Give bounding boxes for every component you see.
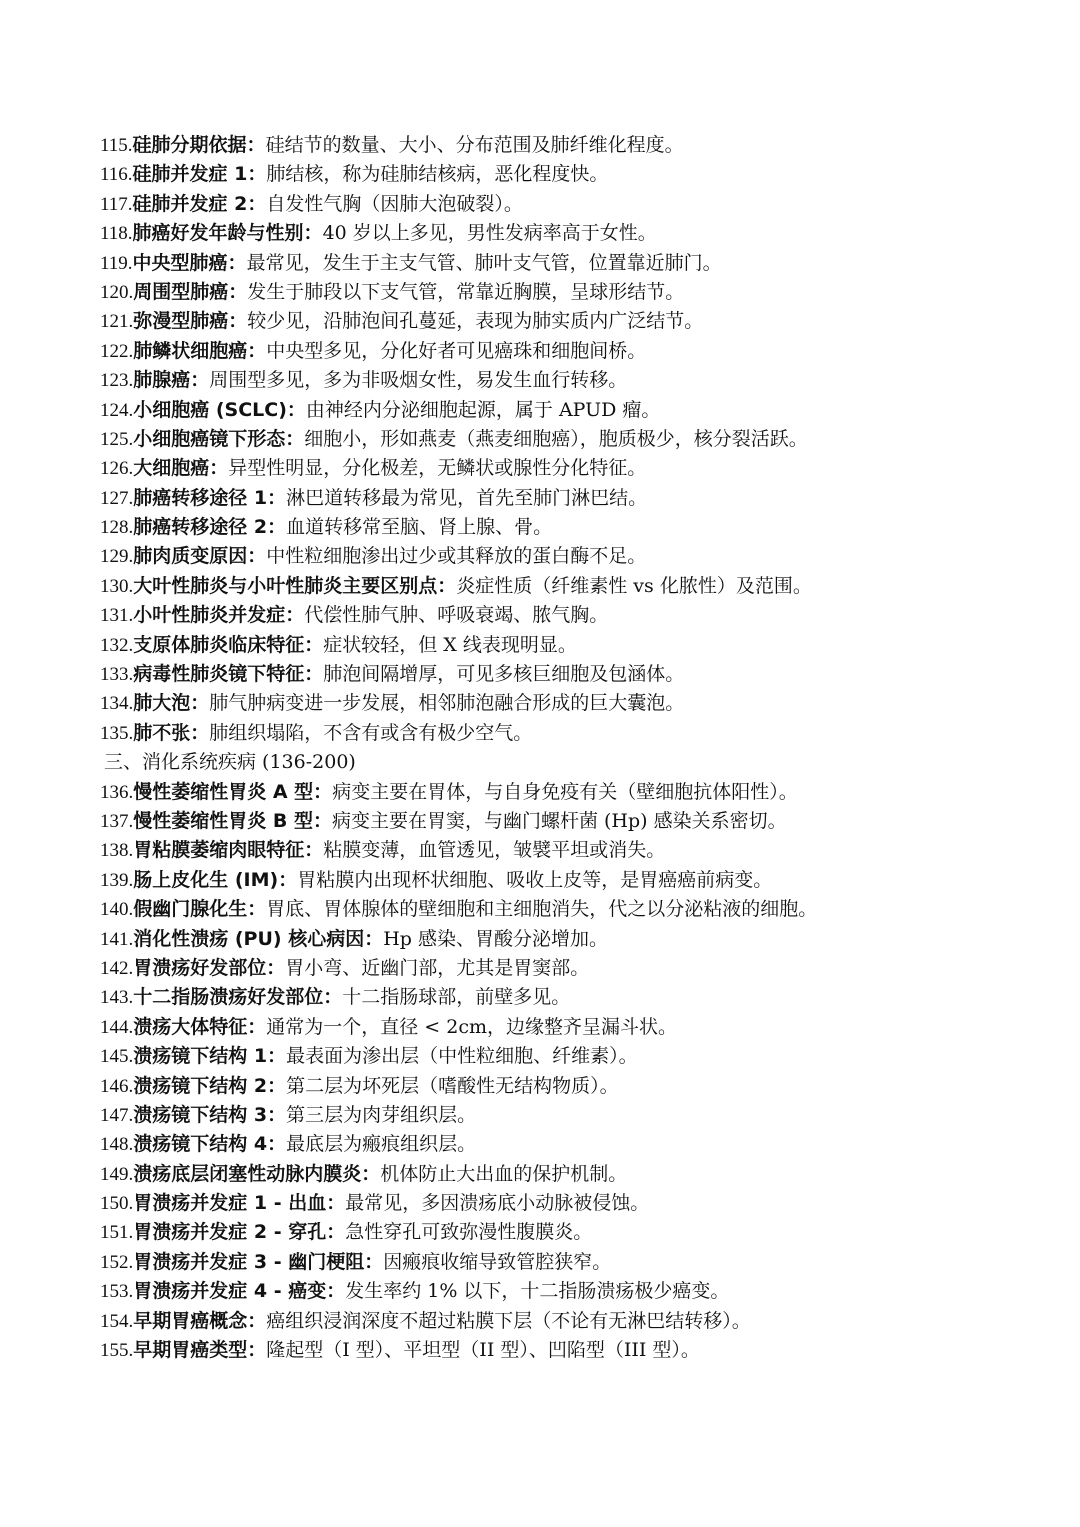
item-number: 152. — [100, 1251, 134, 1273]
list-item — [100, 1101, 1060, 1130]
list-item — [100, 925, 1060, 954]
item-definition: 代偿性肺气肿、呼吸衰竭、脓气胸。 — [304, 604, 609, 627]
item-definition: 十二指肠球部，前壁多见。 — [342, 986, 571, 1009]
list-item — [100, 307, 1060, 336]
item-term: 肺腺癌： — [133, 369, 210, 392]
item-definition: 病变主要在胃窦，与幽门螺杆菌 (Hp) 感染关系密切。 — [331, 809, 787, 832]
item-term: 溃疡镜下结构 1： — [133, 1045, 287, 1068]
item-definition: 发生于肺段以下支气管，常靠近胸膜，呈球形结节。 — [247, 280, 685, 303]
item-term: 胃粘膜萎缩肉眼特征： — [133, 839, 324, 862]
item-number: 153. — [100, 1281, 134, 1303]
item-term: 胃溃疡并发症 3 - 幽门梗阻： — [133, 1250, 384, 1273]
item-number: 135. — [100, 722, 134, 744]
document-page — [100, 131, 1060, 1365]
list-item — [100, 983, 1060, 1012]
list-item — [100, 836, 1060, 865]
item-number: 128. — [100, 517, 134, 539]
item-term: 溃疡镜下结构 4： — [133, 1133, 287, 1156]
item-definition: 自发性气胸（因肺大泡破裂）。 — [266, 192, 523, 215]
item-term: 硅肺并发症 1： — [132, 163, 267, 186]
item-number: 147. — [100, 1104, 134, 1126]
item-term: 周围型肺癌： — [133, 280, 248, 303]
item-definition: 通常为一个，直径 < 2cm，边缘整齐呈漏斗状。 — [266, 1015, 678, 1038]
item-definition: 异型性明显，分化极差，无鳞状或腺性分化特征。 — [228, 457, 647, 480]
item-number: 145. — [100, 1046, 134, 1068]
item-definition: 因瘢痕收缩导致管腔狭窄。 — [383, 1250, 612, 1273]
list-item — [100, 1277, 1060, 1306]
item-definition: 最常见，多因溃疡底小动脉被侵蚀。 — [345, 1192, 650, 1215]
item-term: 肺肉质变原因： — [133, 545, 267, 568]
list-item — [100, 778, 1060, 807]
item-term: 肠上皮化生 (IM)： — [133, 868, 298, 891]
item-term: 消化性溃疡 (PU) 核心病因： — [133, 927, 384, 950]
list-item — [100, 1160, 1060, 1189]
item-definition: 病变主要在胃体，与自身免疫有关（壁细胞抗体阳性）。 — [332, 780, 798, 803]
item-term: 小细胞癌 (SCLC)： — [133, 398, 306, 421]
item-number: 143. — [100, 987, 134, 1009]
item-definition: 血道转移常至脑、肾上腺、骨。 — [286, 516, 553, 539]
item-term: 硅肺并发症 2： — [132, 192, 267, 215]
list-item — [100, 542, 1060, 571]
list-item — [100, 601, 1060, 630]
list-item — [100, 1307, 1060, 1336]
item-term: 假幽门腺化生： — [133, 898, 267, 921]
item-definition: 胃粘膜内出现杯状细胞、吸收上皮等，是胃癌癌前病变。 — [297, 868, 773, 891]
item-term: 胃溃疡并发症 2 - 穿孔： — [133, 1221, 346, 1244]
item-definition: 最表面为渗出层（中性粒细胞、纤维素）。 — [286, 1045, 638, 1068]
item-number: 133. — [100, 664, 134, 686]
list-item — [100, 1013, 1060, 1042]
item-term: 溃疡底层闭塞性动脉内膜炎： — [133, 1162, 381, 1185]
item-number: 130. — [100, 575, 134, 597]
item-number: 126. — [100, 458, 134, 480]
item-definition: 急性穿孔可致弥漫性腹膜炎。 — [345, 1221, 593, 1244]
item-number: 122. — [100, 340, 134, 362]
list-item — [100, 1130, 1060, 1159]
list-item — [100, 425, 1060, 454]
item-term: 弥漫型肺癌： — [133, 310, 248, 333]
item-term: 早期胃癌概念： — [133, 1309, 267, 1332]
item-term: 大细胞癌： — [133, 457, 229, 480]
item-term: 溃疡镜下结构 3： — [133, 1103, 287, 1126]
item-number: 149. — [100, 1163, 134, 1185]
item-term: 肺大泡： — [133, 692, 210, 715]
item-term: 肺不张： — [133, 721, 210, 744]
item-number: 136. — [100, 781, 134, 803]
item-term: 病毒性肺炎镜下特征： — [133, 663, 324, 686]
list-item — [100, 631, 1060, 660]
item-number: 137. — [100, 810, 134, 832]
item-term: 中央型肺癌： — [132, 251, 247, 274]
item-definition: 由神经内分泌细胞起源，属于 APUD 瘤。 — [305, 398, 661, 421]
item-term: 慢性萎缩性胃炎 B 型： — [133, 809, 332, 832]
item-number: 115. — [100, 135, 133, 156]
list-item — [100, 396, 1060, 425]
item-definition: 肺泡间隔增厚，可见多核巨细胞及包涵体。 — [323, 663, 685, 686]
item-definition: 隆起型（I 型）、平坦型（II 型）、凹陷型（III 型）。 — [266, 1339, 700, 1362]
item-number: 141. — [100, 928, 134, 950]
list-item — [100, 807, 1060, 836]
list-item — [100, 454, 1060, 483]
item-number: 119. — [100, 252, 133, 274]
item-number: 144. — [100, 1016, 134, 1038]
item-term: 肺癌好发年龄与性别： — [132, 222, 323, 245]
item-definition: 炎症性质（纤维素性 vs 化脓性）及范围。 — [456, 574, 812, 597]
item-number: 139. — [100, 869, 134, 891]
item-definition: 肺气肿病变进一步发展，相邻肺泡融合形成的巨大囊泡。 — [209, 692, 685, 715]
item-number: 150. — [100, 1193, 134, 1215]
list-item — [100, 866, 1060, 895]
item-definition: 症状较轻，但 X 线表现明显。 — [323, 633, 577, 656]
item-definition: 发生率约 1% 以下，十二指肠溃疡极少癌变。 — [345, 1280, 730, 1303]
item-term: 肺鳞状细胞癌： — [133, 339, 267, 362]
item-number: 146. — [100, 1075, 134, 1097]
item-number: 118. — [100, 223, 133, 245]
list-item — [100, 1072, 1060, 1101]
item-number: 154. — [100, 1310, 134, 1332]
item-definition: 肺组织塌陷，不含有或含有极少空气。 — [209, 721, 533, 744]
item-number: 138. — [100, 840, 134, 862]
item-number: 148. — [100, 1134, 134, 1156]
list-item — [100, 660, 1060, 689]
item-term: 小叶性肺炎并发症： — [133, 604, 305, 627]
item-term: 胃溃疡并发症 1 - 出血： — [133, 1192, 346, 1215]
item-term: 溃疡大体特征： — [133, 1015, 267, 1038]
item-number: 117. — [100, 193, 133, 215]
item-number: 124. — [100, 399, 134, 421]
item-number: 155. — [100, 1340, 134, 1362]
item-definition: 周围型多见，多为非吸烟女性，易发生血行转移。 — [209, 369, 628, 392]
item-number: 151. — [100, 1222, 134, 1244]
list-item — [100, 895, 1060, 924]
list-item — [100, 484, 1060, 513]
list-item — [100, 366, 1060, 395]
list-item — [100, 160, 1060, 189]
item-number: 134. — [100, 693, 134, 715]
list-item — [100, 1042, 1060, 1071]
item-definition: 中央型多见，分化好者可见癌珠和细胞间桥。 — [266, 339, 647, 362]
item-number: 140. — [100, 899, 134, 921]
list-item — [100, 190, 1060, 219]
item-definition: 40 岁以上多见，男性发病率高于女性。 — [322, 222, 657, 245]
item-number: 123. — [100, 370, 134, 392]
list-item — [100, 337, 1060, 366]
item-term: 慢性萎缩性胃炎 A 型： — [133, 780, 333, 803]
item-definition: 中性粒细胞渗出过少或其释放的蛋白酶不足。 — [266, 545, 647, 568]
item-number: 127. — [100, 487, 134, 509]
entry-list-digestive — [100, 778, 1060, 1366]
item-number: 131. — [100, 605, 134, 627]
item-definition: 机体防止大出血的保护机制。 — [380, 1162, 628, 1185]
item-number: 132. — [100, 634, 134, 656]
item-number: 116. — [100, 164, 133, 186]
item-number: 142. — [100, 957, 134, 979]
item-definition: 第三层为肉芽组织层。 — [286, 1103, 477, 1126]
list-item — [100, 954, 1060, 983]
section-heading: 三、消化系统疾病 (136-200) — [104, 751, 356, 774]
list-item — [100, 131, 1060, 160]
list-item — [100, 689, 1060, 718]
entry-list-respiratory — [100, 131, 1060, 748]
item-term: 小细胞癌镜下形态： — [133, 427, 305, 450]
item-definition: 细胞小，形如燕麦（燕麦细胞癌），胞质极少，核分裂活跃。 — [304, 427, 808, 450]
item-term: 早期胃癌类型： — [133, 1339, 267, 1362]
item-definition: 硅结节的数量、大小、分布范围及肺纤维化程度。 — [265, 134, 684, 156]
list-item — [100, 219, 1060, 248]
item-term: 支原体肺炎临床特征： — [133, 633, 324, 656]
item-definition: 胃小弯、近幽门部，尤其是胃窦部。 — [285, 956, 590, 979]
list-item — [100, 249, 1060, 278]
item-definition: 较少见，沿肺泡间孔蔓延，表现为肺实质内广泛结节。 — [247, 310, 704, 333]
list-item — [100, 1336, 1060, 1365]
item-definition: 最底层为瘢痕组织层。 — [286, 1133, 477, 1156]
item-definition: 第二层为坏死层（嗜酸性无结构物质）。 — [286, 1074, 619, 1097]
item-term: 肺癌转移途径 1： — [133, 486, 287, 509]
item-definition: 淋巴道转移最为常见，首先至肺门淋巴结。 — [286, 486, 648, 509]
item-number: 129. — [100, 546, 134, 568]
list-item — [100, 278, 1060, 307]
item-term: 大叶性肺炎与小叶性肺炎主要区别点： — [133, 574, 457, 597]
item-term: 十二指肠溃疡好发部位： — [133, 986, 343, 1009]
item-term: 胃溃疡并发症 4 - 癌变： — [133, 1280, 346, 1303]
item-number: 120. — [100, 281, 134, 303]
item-definition: Hp 感染、胃酸分泌增加。 — [383, 927, 608, 950]
item-term: 溃疡镜下结构 2： — [133, 1074, 287, 1097]
item-term: 硅肺分期依据： — [132, 134, 266, 156]
item-definition: 最常见，发生于主支气管、肺叶支气管，位置靠近肺门。 — [246, 251, 722, 274]
item-number: 121. — [100, 311, 134, 333]
item-term: 胃溃疡好发部位： — [133, 956, 286, 979]
list-item — [100, 1218, 1060, 1247]
item-term: 肺癌转移途径 2： — [133, 516, 287, 539]
item-number: 125. — [100, 428, 134, 450]
item-definition: 粘膜变薄，血管透见，皱襞平坦或消失。 — [323, 839, 666, 862]
list-item — [100, 1248, 1060, 1277]
item-definition: 胃底、胃体腺体的壁细胞和主细胞消失，代之以分泌粘液的细胞。 — [266, 898, 818, 921]
list-item — [100, 719, 1060, 748]
item-definition: 肺结核，称为硅肺结核病，恶化程度快。 — [266, 163, 609, 186]
item-definition: 癌组织浸润深度不超过粘膜下层（不论有无淋巴结转移）。 — [266, 1309, 751, 1332]
list-item — [100, 513, 1060, 542]
list-item — [100, 1189, 1060, 1218]
list-item — [100, 572, 1060, 601]
